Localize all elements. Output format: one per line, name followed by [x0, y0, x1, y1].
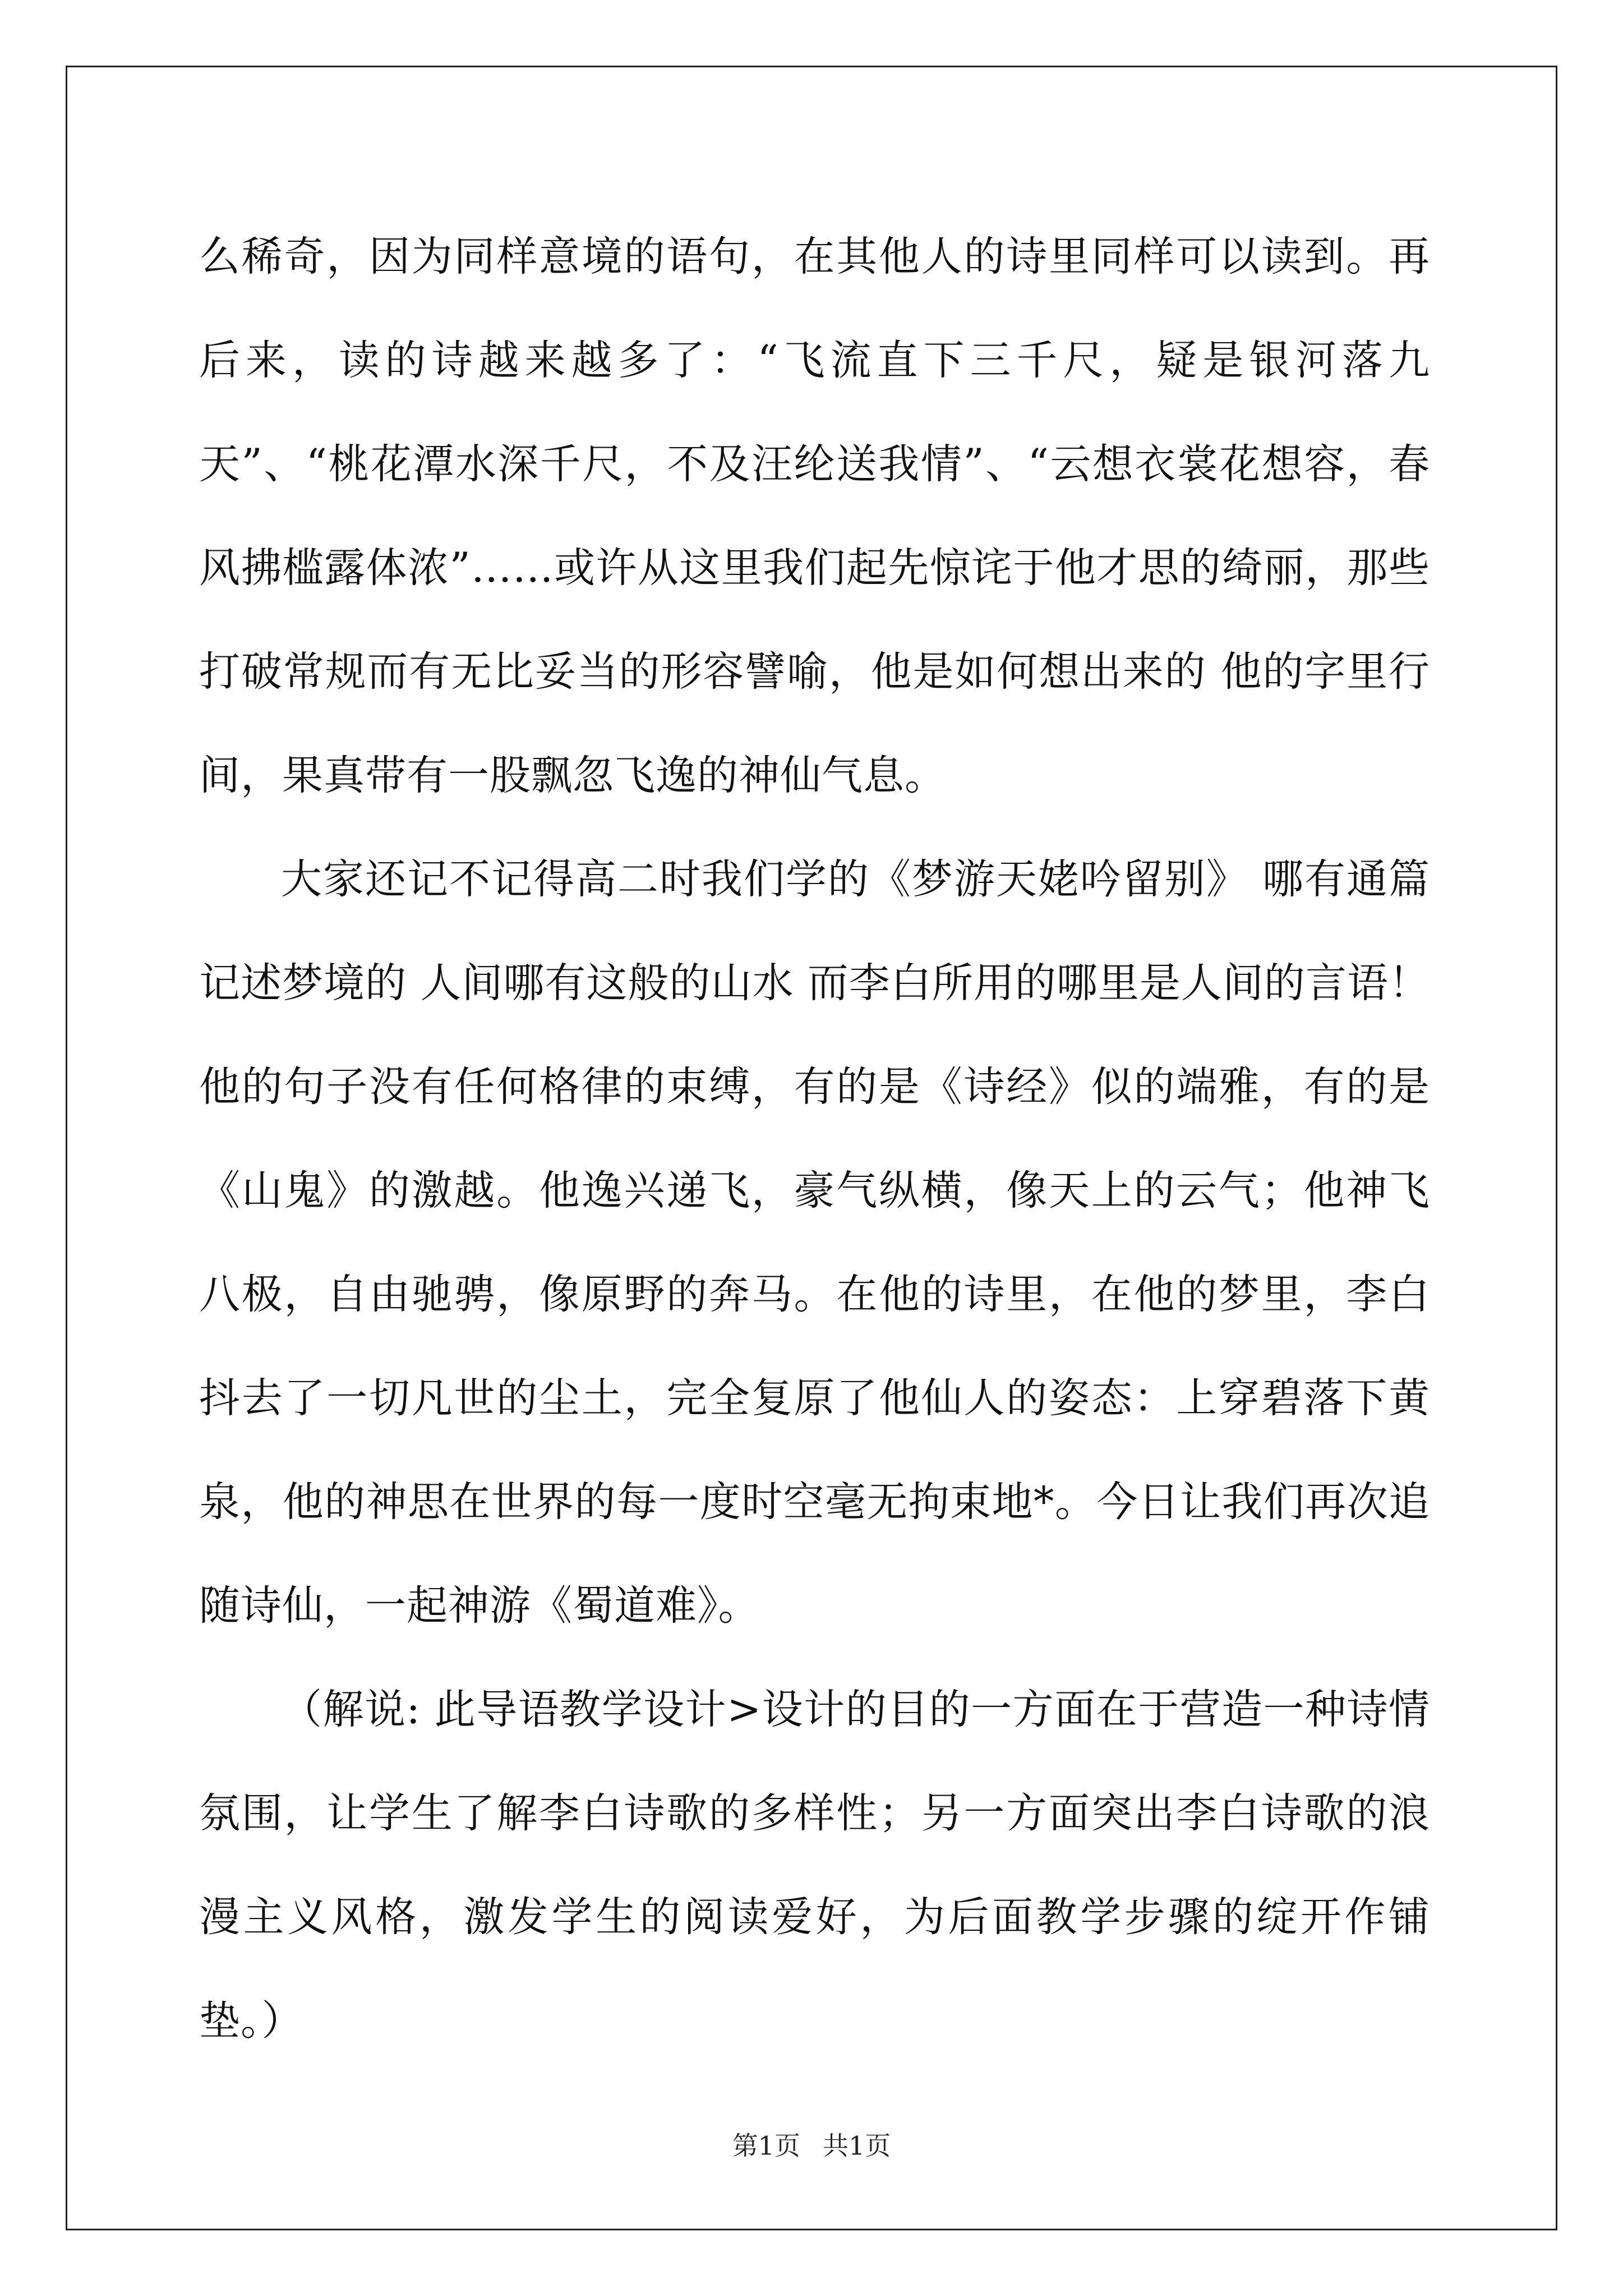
page-number: 第1页	[732, 2131, 800, 2161]
paragraph-commentary: （解说: 此导语教学设计>设计的目的一方面在于营造一种诗情氛围，让学生了解李白诗歌的多样性；另一方面突出李白诗歌的浪漫主义风格，激发学生的阅读爱好，为后面教学步骤的绽开作铺垫。）	[199, 1686, 1430, 2045]
paragraph-intro-lesson: 大家还记不记得高二时我们学的《梦游天姥吟留别》 哪有通篇记述梦境的 人间哪有这般的山水 而李白所用的哪里是人间的言语！他的句子没有任何格律的束缚，有的是《诗经》似的端雅，有的是《山鬼》的激越。他逸兴递飞，豪气纵横，像天上的云气；他神飞八极，自由驰骋，像原野的奔马。在他的诗里，在他的梦里，李白抖去了一切凡世的尘土，完全复原了他仙人的姿态：上穿碧落下黄泉，他的神思在世界的每一度时空毫无拘束地*。今日让我们再次追随诗仙，一起神游《蜀道难》。	[199, 855, 1430, 1630]
page-footer	[0, 2129, 1623, 2162]
page-total: 共1页	[823, 2131, 891, 2161]
document-body	[199, 205, 1430, 2073]
paragraph-continued: 么稀奇，因为同样意境的语句，在其他人的诗里同样可以读到。再后来，读的诗越来越多了：“飞流直下三千尺，疑是银河落九天”、“桃花潭水深千尺，不及汪纶送我情”、“云想衣裳花想容，春风拂槛露体浓”……或许从这里我们起先惊诧于他才思的绮丽，那些打破常规而有无比妥当的形容譬喻，他是如何想出来的 他的字里行间，果真带有一股飘忽飞逸的神仙气息。	[199, 233, 1431, 799]
